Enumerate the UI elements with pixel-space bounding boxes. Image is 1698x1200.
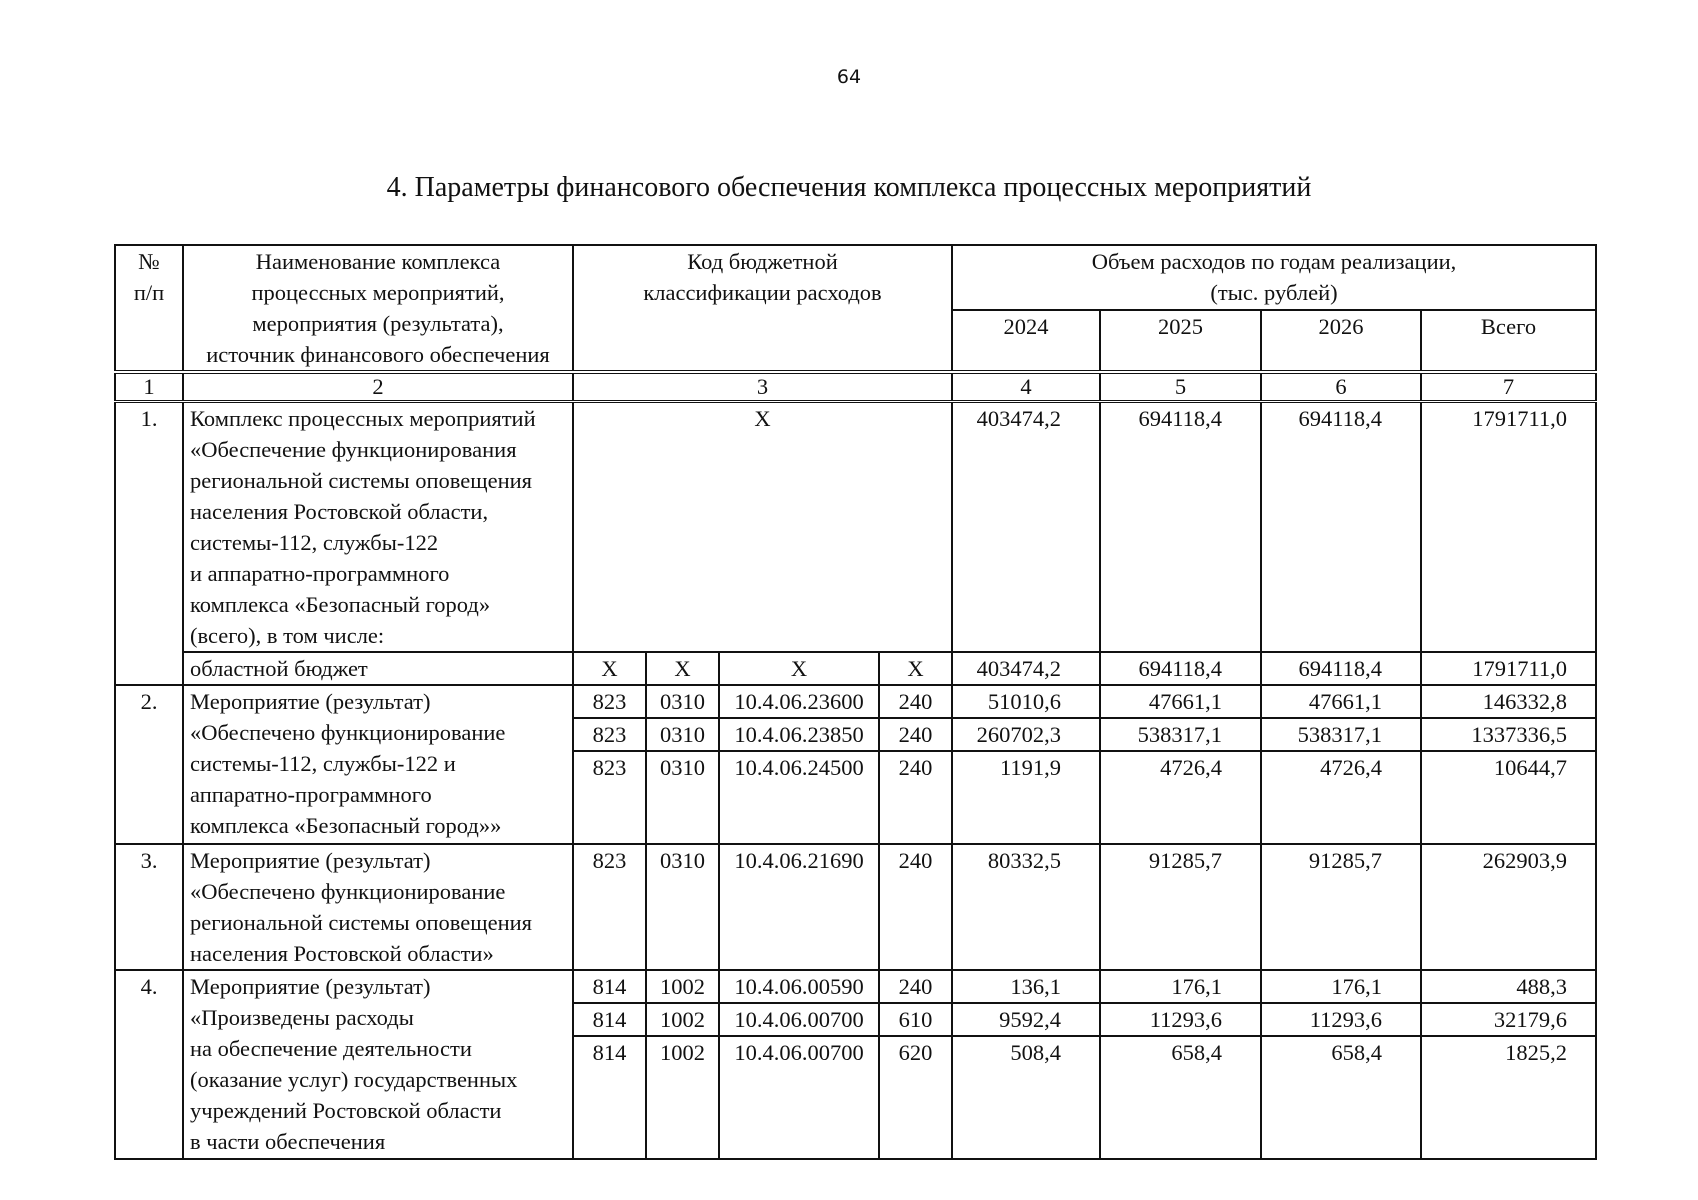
- row-name-line: населения Ростовской области,: [190, 499, 489, 524]
- column-number: 3: [573, 372, 952, 402]
- value-2026: 658,4: [1261, 1036, 1421, 1159]
- row-name-line: «Обеспечено функционирование: [190, 879, 506, 904]
- column-number: 4: [952, 372, 1100, 402]
- value-2024: 51010,6: [952, 685, 1100, 718]
- code-target: 10.4.06.00590: [719, 970, 879, 1003]
- header-volume-line: (тыс. рублей): [1210, 280, 1338, 305]
- header-name-line: источник финансового обеспечения: [206, 342, 550, 367]
- value-total: 1825,2: [1421, 1036, 1596, 1159]
- table-row: [115, 970, 1596, 1003]
- column-number: 6: [1261, 372, 1421, 402]
- row-name: [183, 685, 573, 844]
- row-name-line: системы-112, службы-122: [190, 530, 439, 555]
- column-number: 2: [183, 372, 573, 402]
- row-name-line: аппаратно-программного: [190, 782, 432, 807]
- row-name-line: (оказание услуг) государственных: [190, 1067, 518, 1092]
- row-number: 2.: [115, 685, 183, 844]
- code-admin: 814: [573, 1036, 646, 1159]
- header-year-2026: 2026: [1261, 310, 1421, 372]
- row-name-line: системы-112, службы-122 и: [190, 751, 456, 776]
- code-target: X: [719, 652, 879, 685]
- value-2024: 508,4: [952, 1036, 1100, 1159]
- row-name: [183, 844, 573, 970]
- code-type: 610: [879, 1003, 952, 1036]
- value-2026: 176,1: [1261, 970, 1421, 1003]
- header-number-line: п/п: [133, 280, 165, 305]
- code-section: 0310: [646, 685, 719, 718]
- code-admin: 823: [573, 751, 646, 844]
- column-number-row: [115, 372, 1596, 402]
- header-volume-line: Объем расходов по годам реализации,: [1091, 249, 1457, 274]
- row-name-line: региональной системы оповещения: [190, 910, 533, 935]
- code-section: 1002: [646, 1003, 719, 1036]
- value-2026: 4726,4: [1261, 751, 1421, 844]
- value-2025: 11293,6: [1100, 1003, 1261, 1036]
- code-section: 1002: [646, 970, 719, 1003]
- row-name-line: Мероприятие (результат): [190, 689, 431, 714]
- value-2025: 91285,7: [1100, 844, 1261, 970]
- value-total: 1337336,5: [1421, 718, 1596, 751]
- value-2026: 694118,4: [1261, 652, 1421, 685]
- value-2025: 538317,1: [1100, 718, 1261, 751]
- code-target: 10.4.06.23850: [719, 718, 879, 751]
- value-2026: 91285,7: [1261, 844, 1421, 970]
- value-total: 1791711,0: [1421, 402, 1596, 653]
- header-year-2024: 2024: [952, 310, 1100, 372]
- code-type: 620: [879, 1036, 952, 1159]
- document-title: 4. Параметры финансового обеспечения комплекса процессных мероприятий: [386, 172, 1312, 203]
- code-type: 240: [879, 844, 952, 970]
- code-target: 10.4.06.21690: [719, 844, 879, 970]
- column-number: 5: [1100, 372, 1261, 402]
- row-name: [183, 402, 573, 653]
- value-2025: 47661,1: [1100, 685, 1261, 718]
- value-2024: 403474,2: [952, 652, 1100, 685]
- code-section: 0310: [646, 718, 719, 751]
- header-name-line: процессных мероприятий,: [251, 280, 505, 305]
- row-number: 1.: [115, 402, 183, 686]
- code-section: 0310: [646, 844, 719, 970]
- value-2026: 47661,1: [1261, 685, 1421, 718]
- value-2024: 403474,2: [952, 402, 1100, 653]
- header-number-cell: [115, 245, 183, 372]
- row-name-line: на обеспечение деятельности: [190, 1036, 472, 1061]
- table-header-row: [115, 245, 1596, 310]
- value-total: 1791711,0: [1421, 652, 1596, 685]
- row-name-line: Комплекс процессных мероприятий: [190, 406, 536, 431]
- row-name-line: «Обеспечение функционирования: [190, 437, 517, 462]
- header-name-cell: [183, 245, 573, 372]
- page-number: 64: [836, 66, 862, 88]
- value-2024: 136,1: [952, 970, 1100, 1003]
- code-type: X: [879, 652, 952, 685]
- header-number-line: №: [138, 249, 160, 274]
- value-total: 262903,9: [1421, 844, 1596, 970]
- code-section: X: [646, 652, 719, 685]
- code-admin: X: [573, 652, 646, 685]
- code-type: 240: [879, 685, 952, 718]
- code-admin: 814: [573, 970, 646, 1003]
- value-total: 146332,8: [1421, 685, 1596, 718]
- value-2026: 538317,1: [1261, 718, 1421, 751]
- header-volume-cell: [952, 245, 1596, 310]
- column-number: 1: [115, 372, 183, 402]
- header-name-line: мероприятия (результата),: [252, 311, 504, 336]
- value-2024: 260702,3: [952, 718, 1100, 751]
- row-name: областной бюджет: [183, 652, 573, 685]
- code-admin: 823: [573, 844, 646, 970]
- row-name-line: Мероприятие (результат): [190, 848, 431, 873]
- header-code-line: классификации расходов: [643, 280, 882, 305]
- row-name-line: «Произведены расходы: [190, 1005, 414, 1030]
- table-row: [115, 844, 1596, 970]
- row-name-line: учреждений Ростовской области: [190, 1098, 502, 1123]
- financing-table: [114, 244, 1597, 1160]
- row-name-line: «Обеспечено функционирование: [190, 720, 506, 745]
- row-name-line: (всего), в том числе:: [190, 623, 385, 648]
- code-target: 10.4.06.24500: [719, 751, 879, 844]
- row-name: [183, 970, 573, 1159]
- code-admin: 823: [573, 685, 646, 718]
- value-2026: 694118,4: [1261, 402, 1421, 653]
- header-code-cell: [573, 245, 952, 372]
- table-row: [115, 652, 1596, 685]
- table-row: [115, 685, 1596, 718]
- value-total: 32179,6: [1421, 1003, 1596, 1036]
- value-2024: 80332,5: [952, 844, 1100, 970]
- column-number: 7: [1421, 372, 1596, 402]
- header-year-total: Всего: [1421, 310, 1596, 372]
- value-2026: 11293,6: [1261, 1003, 1421, 1036]
- value-total: 488,3: [1421, 970, 1596, 1003]
- row-name-line: населения Ростовской области»: [190, 941, 494, 966]
- value-total: 10644,7: [1421, 751, 1596, 844]
- code-admin: 814: [573, 1003, 646, 1036]
- row-number: 4.: [115, 970, 183, 1159]
- code-admin: 823: [573, 718, 646, 751]
- row-name-line: Мероприятие (результат): [190, 974, 431, 999]
- value-2025: 4726,4: [1100, 751, 1261, 844]
- code-section: 0310: [646, 751, 719, 844]
- row-number: 3.: [115, 844, 183, 970]
- code-target: 10.4.06.00700: [719, 1003, 879, 1036]
- header-code-line: Код бюджетной: [687, 249, 838, 274]
- code-target: 10.4.06.00700: [719, 1036, 879, 1159]
- row-name-line: и аппаратно-программного: [190, 561, 450, 586]
- header-year-2025: 2025: [1100, 310, 1261, 372]
- table-row: [115, 402, 1596, 653]
- value-2024: 1191,9: [952, 751, 1100, 844]
- code-cell: X: [573, 402, 952, 653]
- row-name-line: в части обеспечения: [190, 1129, 386, 1154]
- row-name-line: комплекса «Безопасный город»»: [190, 813, 502, 838]
- row-name-line: региональной системы оповещения: [190, 468, 533, 493]
- code-type: 240: [879, 718, 952, 751]
- value-2025: 694118,4: [1100, 402, 1261, 653]
- value-2024: 9592,4: [952, 1003, 1100, 1036]
- code-type: 240: [879, 970, 952, 1003]
- row-name-line: комплекса «Безопасный город»: [190, 592, 491, 617]
- value-2025: 658,4: [1100, 1036, 1261, 1159]
- header-name-line: Наименование комплекса: [255, 249, 501, 274]
- code-target: 10.4.06.23600: [719, 685, 879, 718]
- value-2025: 176,1: [1100, 970, 1261, 1003]
- value-2025: 694118,4: [1100, 652, 1261, 685]
- code-section: 1002: [646, 1036, 719, 1159]
- code-type: 240: [879, 751, 952, 844]
